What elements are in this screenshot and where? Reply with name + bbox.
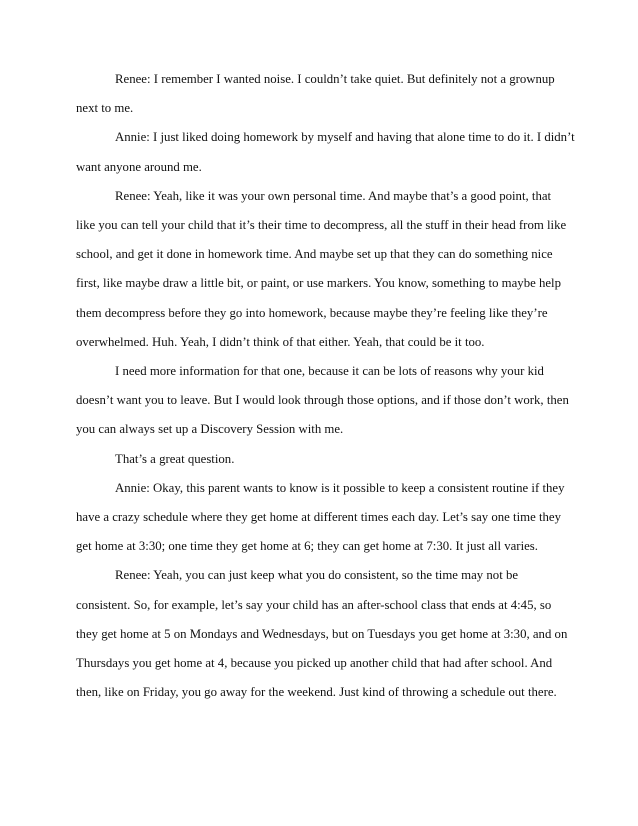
- text-line: then, like on Friday, you go away for the weekend. Just kind of throwing a schedule out there.: [76, 685, 557, 700]
- text-line: school, and get it done in homework time. And maybe set up that they can do something nice: [76, 247, 553, 262]
- paragraph: [76, 474, 568, 562]
- paragraph: [76, 445, 568, 474]
- text-line: they get home at 5 on Mondays and Wednesdays, but on Tuesdays you get home at 3:30, and on: [76, 626, 568, 641]
- paragraph: [76, 357, 568, 445]
- text-line: like you can tell your child that it’s their time to decompress, all the stuff in their head from like: [76, 218, 567, 233]
- text-line: Annie: Okay, this parent wants to know is it possible to keep a consistent routine if they: [115, 480, 565, 495]
- text-line: Thursdays you get home at 4, because you picked up another child that had after school. And: [76, 656, 553, 671]
- text-line: first, like maybe draw a little bit, or paint, or use markers. You know, something to maybe help: [76, 276, 562, 291]
- paragraph: [76, 561, 568, 707]
- text-line: That’s a great question.: [115, 451, 235, 466]
- text-line: next to me.: [76, 101, 134, 116]
- text-line: Renee: I remember I wanted noise. I couldn’t take quiet. But definitely not a grownup: [115, 72, 555, 86]
- text-line: doesn’t want you to leave. But I would look through those options, and if those don’t work, then: [76, 393, 569, 408]
- paragraph: [76, 65, 568, 123]
- text-line: get home at 3:30; one time they get home at 6; they can get home at 7:30. It just all varies.: [76, 539, 538, 554]
- text-line: Annie: I just liked doing homework by myself and having that alone time to do it. I didn’t: [115, 130, 575, 145]
- text-line: I need more information for that one, because it can be lots of reasons why your kid: [115, 364, 544, 379]
- text-line: Renee: Yeah, like it was your own personal time. And maybe that’s a good point, that: [115, 188, 552, 203]
- text-line: consistent. So, for example, let’s say your child has an after-school class that ends at 4:45, so: [76, 597, 552, 612]
- text-line: you can always set up a Discovery Session with me.: [76, 422, 344, 437]
- text-line: want anyone around me.: [76, 159, 202, 174]
- transcript-body: [76, 65, 575, 707]
- text-line: overwhelmed. Huh. Yeah, I didn’t think of that either. Yeah, that could be it too.: [76, 334, 485, 349]
- text-line: them decompress before they go into homework, because maybe they’re feeling like they’re: [76, 305, 548, 320]
- paragraph: [76, 123, 575, 181]
- paragraph: [76, 182, 568, 357]
- text-line: have a crazy schedule where they get home at different times each day. Let’s say one time they: [76, 510, 562, 525]
- text-line: Renee: Yeah, you can just keep what you do consistent, so the time may not be: [115, 568, 519, 583]
